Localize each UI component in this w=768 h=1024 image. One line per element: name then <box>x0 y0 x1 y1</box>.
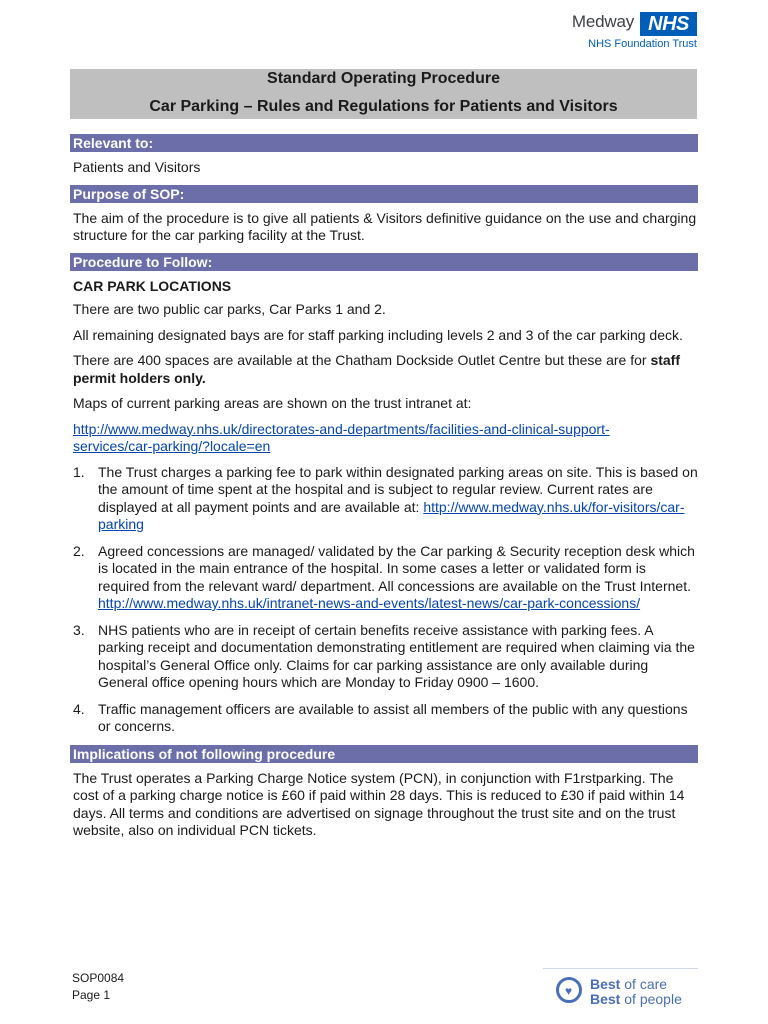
procedure-paragraph: Maps of current parking areas are shown on the trust intranet at: <box>73 395 472 411</box>
staff-permit-note: staff permit holders only. <box>73 352 680 386</box>
procedure-list <box>70 464 698 736</box>
sop-code: SOP0084 <box>72 971 125 985</box>
list-item-text: The Trust charges a parking fee to park within designated parking areas on site. This is based on the amount of time spent at the hospital and is subject to regular review. Current rates are displayed at all payment points and are available at: <box>98 463 698 515</box>
list-item-text: Traffic management officers are available to assist all members of the public with any questions or concerns. <box>98 700 688 734</box>
title-box <box>70 69 697 119</box>
section-bar-implications: Implications of not following procedure <box>70 745 698 763</box>
section-bar-purpose: Purpose of SOP: <box>70 185 698 203</box>
page-number: Page 1 <box>72 988 111 1002</box>
dockside-text: There are 400 spaces are available at the Chatham Dockside Outlet Centre but these are for <box>73 352 651 368</box>
section-bar-procedure: Procedure to Follow: <box>70 253 698 271</box>
procedure-paragraph: All remaining designated bays are for staff parking including levels 2 and 3 of the car parking deck. <box>73 326 683 343</box>
nhs-badge: NHS <box>640 12 697 36</box>
logo-trust-name: NHS Foundation Trust <box>588 38 697 50</box>
procedure-paragraph: There are two public car parks, Car Parks 1 and 2. <box>73 301 386 317</box>
list-item <box>73 464 698 534</box>
section-bar-relevant: Relevant to: <box>70 134 698 152</box>
list-item <box>73 622 698 692</box>
relevant-text: Patients and Visitors <box>73 159 201 175</box>
list-number: 3. <box>73 621 85 638</box>
list-item <box>73 543 698 613</box>
car-parking-map-link[interactable]: http://www.medway.nhs.uk/directorates-and-departments/facilities-and-clinical-support- services/car-parking/?locale=en <box>73 420 610 454</box>
concessions-link[interactable]: http://www.medway.nhs.uk/intranet-news-and-events/latest-news/car-park-concessions/ <box>98 595 641 611</box>
badge-line-people: Best of people <box>590 991 682 1007</box>
document-body <box>70 134 698 848</box>
footer-divider <box>543 968 698 969</box>
list-number: 2. <box>73 542 85 559</box>
purpose-text: The aim of the procedure is to give all patients & Visitors definitive guidance on the use and charging structure for the car parking facility at the Trust. <box>73 209 697 243</box>
procedure-paragraph <box>73 352 698 387</box>
best-of-care-logo <box>556 976 696 1010</box>
nhs-logo <box>567 12 697 52</box>
heart-icon: ♥ <box>565 984 573 998</box>
visitors-car-parking-link[interactable]: http://www.medway.nhs.uk/for-visitors/car-parking <box>98 498 685 532</box>
list-item <box>73 701 698 736</box>
document-type-title: Standard Operating Procedure <box>267 70 500 87</box>
list-number: 4. <box>73 700 85 717</box>
list-item-text: Agreed concessions are managed/ validated by the Car parking & Security reception desk which is located in the main entrance of the hospital. In some cases a letter or validated form is required from the relevant ward/ department. All concessions are available on the Trust Internet. <box>98 542 695 594</box>
implications-text: The Trust operates a Parking Charge Notice system (PCN), in conjunction with F1rstparking. The cost of a parking charge notice is £60 if paid within 28 days. This is reduced to £30 if paid within 14 days. All terms and conditions are advertised on signage throughout the trust site and on the trust website, also on individual PCN tickets. <box>73 769 685 838</box>
list-item-text: NHS patients who are in receipt of certain benefits receive assistance with parking fees. A parking receipt and documentation demonstrating entitlement are required when claiming via the hospital’s General Office only. Claims for car parking assistance are only available during General office opening hours which are Monday to Friday 0900 – 1600. <box>98 621 695 690</box>
badge-line-care: Best of care <box>590 976 668 992</box>
logo-org-name: Medway <box>571 12 634 31</box>
document-title: Car Parking – Rules and Regulations for Patients and Visitors <box>149 98 618 115</box>
car-parking-map-link-block <box>73 421 698 456</box>
car-park-locations-heading: CAR PARK LOCATIONS <box>73 277 232 294</box>
heart-circle-icon <box>556 977 582 1003</box>
list-number: 1. <box>73 463 85 480</box>
